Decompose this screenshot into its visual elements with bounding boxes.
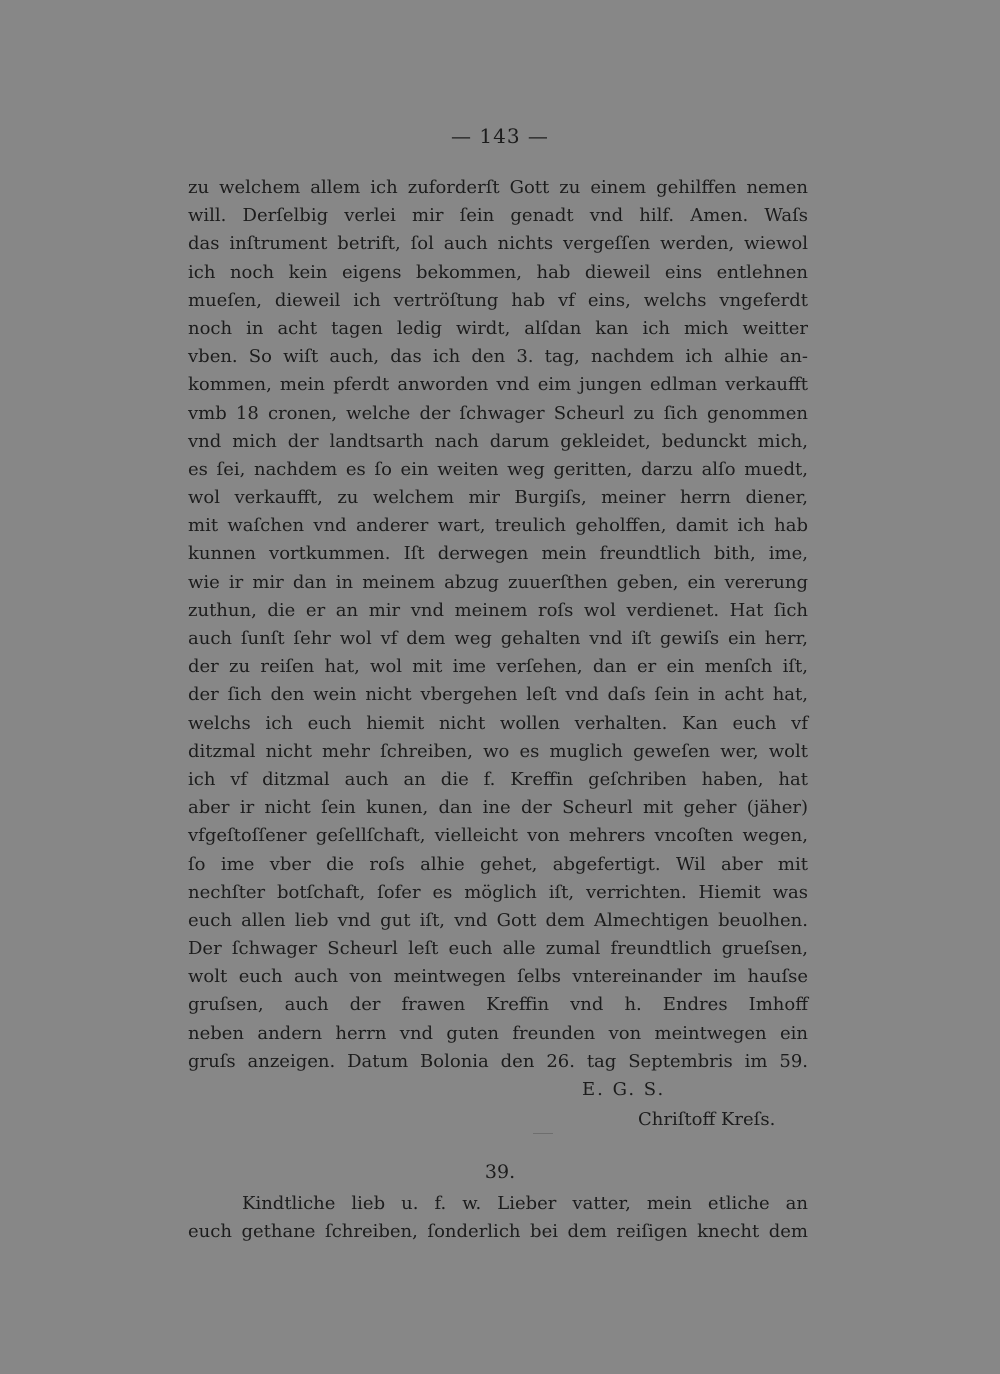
text-line: ſo ime vber die roſs alhie gehet, abgefertigt. Wil aber mit [188, 853, 808, 875]
separator-mark [533, 1133, 553, 1134]
text-line: zuthun, die er an mir vnd meinem roſs wol verdienet. Hat ſich [188, 599, 808, 621]
text-line: mueſen, dieweil ich vertröſtung hab vf eins, welchs vngeferdt [188, 289, 808, 311]
text-line: ich vf ditzmal auch an die f. Kreffin geſchriben haben, hat [188, 768, 808, 790]
letter-number: 39. [484, 1161, 516, 1183]
text-line: kunnen vortkummen. Iſt derwegen mein freundtlich bith, ime, [188, 543, 808, 565]
text-line: aber ir nicht ſein kunen, dan ine der Scheurl mit geher (jäher) [188, 797, 808, 819]
text-line: wol verkaufft, zu welchem mir Burgiſs, meiner herrn diener, [188, 487, 808, 509]
text-line: vfgeſtoſſener geſellſchaft, vielleicht von mehrers vncoſten wegen, [188, 825, 808, 847]
text-line: euch gethane ſchreiben, ſonderlich bei dem reiſigen knecht dem [188, 1221, 808, 1243]
text-line: wolt euch auch von meintwegen ſelbs vntereinander im hauſse [188, 966, 808, 988]
text-line: Der ſchwager Scheurl leſt euch alle zumal freundtlich grueſsen, [188, 938, 808, 960]
letter-39-body [188, 1190, 808, 1246]
closing-initials: E. G. S. [582, 1079, 666, 1100]
text-line: ditzmal nicht mehr ſchreiben, wo es muglich geweſen wer, wolt [188, 740, 808, 762]
text-line: noch in acht tagen ledig wirdt, alſdan kan ich mich weitter [188, 317, 808, 339]
text-line: auch ſunſt ſehr wol vf dem weg gehalten vnd iſt gewiſs ein herr, [188, 628, 808, 649]
text-line: will. Derſelbig verlei mir ſein genadt vnd hilf. Amen. Waſs [188, 205, 808, 227]
closing-signature: Chriſtoff Kreſs. [638, 1109, 776, 1130]
text-line: neben andern herrn vnd guten freunden von meintwegen ein [188, 1022, 808, 1044]
text-line: der ſich den wein nicht vbergehen leſt vnd daſs ſein in acht hat, [188, 684, 808, 706]
text-line: gruſsen, auch der frawen Kreffin vnd h. Endres Imhoff [188, 994, 808, 1016]
text-line: zu welchem allem ich zuforderſt Gott zu einem gehilffen nemen [188, 177, 808, 198]
text-line: der zu reiſen hat, wol mit ime verſehen, dan er ein menſch iſt, [188, 656, 808, 678]
text-line: nechſter botſchaft, ſofer es möglich iſt, verrichten. Hiemit was [188, 881, 808, 903]
text-line: das inſtrument betrift, ſol auch nichts vergeſſen werden, wiewol [188, 233, 808, 255]
letter-38-body [188, 174, 808, 1076]
text-line: welchs ich euch hiemit nicht wollen verhalten. Kan euch vf [188, 712, 808, 734]
text-line: kommen, mein pferdt anworden vnd eim jungen edlman verkaufft [188, 374, 808, 396]
text-line: vnd mich der landtsarth nach darum gekleidet, bedunckt mich, [188, 430, 808, 452]
text-line: euch allen lieb vnd gut iſt, vnd Gott dem Almechtigen beuolhen. [188, 909, 808, 931]
text-line: Kindtliche lieb u. f. w. Lieber vatter, mein etliche an [242, 1193, 808, 1214]
text-line: gruſs anzeigen. Datum Bolonia den 26. tag Septembris im 59. [188, 1050, 808, 1072]
text-line: ich noch kein eigens bekommen, hab dieweil eins entlehnen [188, 261, 808, 283]
page-number: — 143 — [451, 124, 549, 148]
text-line: vben. So wiſt auch, das ich den 3. tag, nachdem ich alhie an- [188, 346, 808, 368]
text-line: es ſei, nachdem es ſo ein weiten weg geritten, darzu alſo muedt, [188, 458, 808, 480]
text-line: mit waſchen vnd anderer wart, treulich geholffen, damit ich hab [188, 515, 808, 537]
text-line: vmb 18 cronen, welche der ſchwager Scheurl zu ſich genommen [188, 402, 808, 424]
text-line: wie ir mir dan in meinem abzug zuuerſthen geben, ein vererung [188, 571, 808, 593]
